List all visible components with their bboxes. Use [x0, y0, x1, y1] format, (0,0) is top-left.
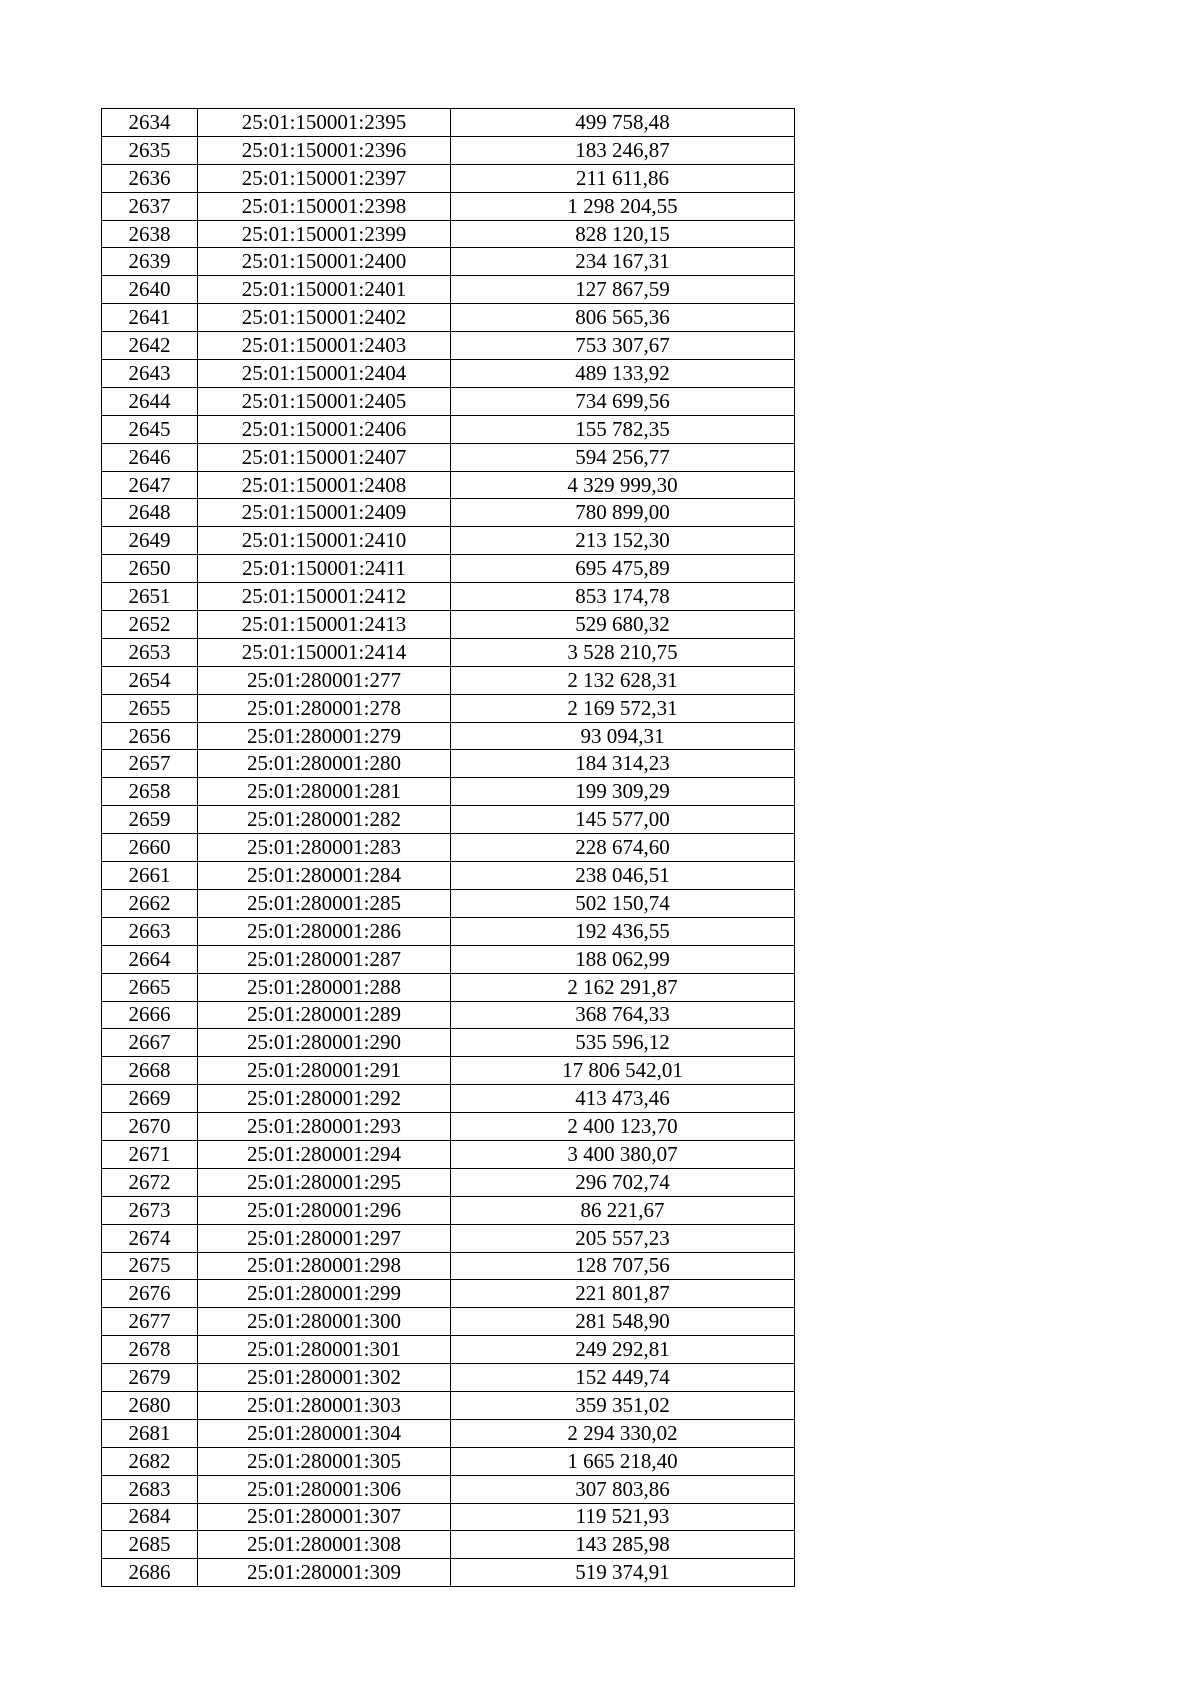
row-number-cell: 2639	[102, 248, 198, 276]
row-number-cell: 2662	[102, 889, 198, 917]
cadastral-value-cell: 529 680,32	[451, 611, 795, 639]
row-number-cell: 2671	[102, 1140, 198, 1168]
cadastral-value-cell: 307 803,86	[451, 1475, 795, 1503]
cadastral-value-cell: 228 674,60	[451, 834, 795, 862]
cadastral-value-cell: 2 294 330,02	[451, 1419, 795, 1447]
cadastral-value-cell: 249 292,81	[451, 1336, 795, 1364]
table-body	[102, 109, 795, 1587]
row-number-cell: 2676	[102, 1280, 198, 1308]
cadastral-value-cell: 3 528 210,75	[451, 638, 795, 666]
row-number-cell: 2684	[102, 1503, 198, 1531]
row-number-cell: 2669	[102, 1085, 198, 1113]
cadastral-value-cell: 780 899,00	[451, 499, 795, 527]
cadastral-number-cell: 25:01:280001:308	[198, 1531, 451, 1559]
cadastral-value-cell: 211 611,86	[451, 164, 795, 192]
row-number-cell: 2635	[102, 136, 198, 164]
cadastral-number-cell: 25:01:150001:2412	[198, 583, 451, 611]
table-row	[102, 415, 795, 443]
row-number-cell: 2678	[102, 1336, 198, 1364]
table-row	[102, 220, 795, 248]
cadastral-number-cell: 25:01:150001:2411	[198, 555, 451, 583]
table-row	[102, 1168, 795, 1196]
row-number-cell: 2668	[102, 1057, 198, 1085]
table-row	[102, 1364, 795, 1392]
table-row	[102, 1280, 795, 1308]
cadastral-value-cell: 205 557,23	[451, 1224, 795, 1252]
table-row	[102, 1447, 795, 1475]
row-number-cell: 2664	[102, 945, 198, 973]
table-row	[102, 1559, 795, 1587]
cadastral-number-cell: 25:01:280001:307	[198, 1503, 451, 1531]
cadastral-value-cell: 2 400 123,70	[451, 1113, 795, 1141]
table-row	[102, 666, 795, 694]
cadastral-number-cell: 25:01:280001:293	[198, 1113, 451, 1141]
row-number-cell: 2683	[102, 1475, 198, 1503]
table-row	[102, 136, 795, 164]
row-number-cell: 2654	[102, 666, 198, 694]
row-number-cell: 2661	[102, 862, 198, 890]
cadastral-number-cell: 25:01:150001:2413	[198, 611, 451, 639]
cadastral-value-cell: 199 309,29	[451, 778, 795, 806]
cadastral-value-cell: 806 565,36	[451, 304, 795, 332]
row-number-cell: 2674	[102, 1224, 198, 1252]
row-number-cell: 2653	[102, 638, 198, 666]
cadastral-value-cell: 4 329 999,30	[451, 471, 795, 499]
cadastral-value-cell: 234 167,31	[451, 248, 795, 276]
cadastral-number-cell: 25:01:150001:2410	[198, 527, 451, 555]
table-row	[102, 917, 795, 945]
table-row	[102, 192, 795, 220]
table-row	[102, 1140, 795, 1168]
table-row	[102, 1001, 795, 1029]
cadastral-number-cell: 25:01:280001:289	[198, 1001, 451, 1029]
cadastral-value-cell: 188 062,99	[451, 945, 795, 973]
table-row	[102, 611, 795, 639]
table-row	[102, 973, 795, 1001]
row-number-cell: 2650	[102, 555, 198, 583]
table-row	[102, 332, 795, 360]
table-row	[102, 1057, 795, 1085]
row-number-cell: 2644	[102, 387, 198, 415]
cadastral-number-cell: 25:01:150001:2400	[198, 248, 451, 276]
cadastral-number-cell: 25:01:150001:2398	[198, 192, 451, 220]
table-row	[102, 1391, 795, 1419]
cadastral-number-cell: 25:01:280001:309	[198, 1559, 451, 1587]
cadastral-value-cell: 489 133,92	[451, 360, 795, 388]
cadastral-value-cell: 152 449,74	[451, 1364, 795, 1392]
table-row	[102, 694, 795, 722]
cadastral-number-cell: 25:01:150001:2403	[198, 332, 451, 360]
cadastral-value-cell: 145 577,00	[451, 806, 795, 834]
cadastral-value-cell: 221 801,87	[451, 1280, 795, 1308]
table-row	[102, 1085, 795, 1113]
cadastral-number-cell: 25:01:280001:297	[198, 1224, 451, 1252]
table-row	[102, 1196, 795, 1224]
cadastral-value-cell: 2 169 572,31	[451, 694, 795, 722]
cadastral-value-cell: 828 120,15	[451, 220, 795, 248]
row-number-cell: 2667	[102, 1029, 198, 1057]
row-number-cell: 2642	[102, 332, 198, 360]
table-row	[102, 1503, 795, 1531]
cadastral-number-cell: 25:01:150001:2409	[198, 499, 451, 527]
table-row	[102, 1252, 795, 1280]
cadastral-value-cell: 519 374,91	[451, 1559, 795, 1587]
row-number-cell: 2640	[102, 276, 198, 304]
cadastral-value-cell: 753 307,67	[451, 332, 795, 360]
cadastral-number-cell: 25:01:150001:2405	[198, 387, 451, 415]
row-number-cell: 2663	[102, 917, 198, 945]
row-number-cell: 2675	[102, 1252, 198, 1280]
row-number-cell: 2646	[102, 443, 198, 471]
cadastral-value-cell: 695 475,89	[451, 555, 795, 583]
table-row	[102, 164, 795, 192]
table-row	[102, 248, 795, 276]
cadastral-number-cell: 25:01:280001:299	[198, 1280, 451, 1308]
cadastral-value-cell: 143 285,98	[451, 1531, 795, 1559]
table-row	[102, 638, 795, 666]
cadastral-number-cell: 25:01:280001:280	[198, 750, 451, 778]
cadastral-value-cell: 594 256,77	[451, 443, 795, 471]
cadastral-value-cell: 155 782,35	[451, 415, 795, 443]
cadastral-number-cell: 25:01:280001:301	[198, 1336, 451, 1364]
row-number-cell: 2643	[102, 360, 198, 388]
row-number-cell: 2638	[102, 220, 198, 248]
cadastral-number-cell: 25:01:280001:281	[198, 778, 451, 806]
cadastral-number-cell: 25:01:280001:288	[198, 973, 451, 1001]
cadastral-number-cell: 25:01:280001:279	[198, 722, 451, 750]
cadastral-number-cell: 25:01:150001:2414	[198, 638, 451, 666]
cadastral-value-cell: 368 764,33	[451, 1001, 795, 1029]
table-row	[102, 1419, 795, 1447]
cadastral-value-cell: 2 162 291,87	[451, 973, 795, 1001]
row-number-cell: 2680	[102, 1391, 198, 1419]
table-row	[102, 862, 795, 890]
cadastral-number-cell: 25:01:280001:283	[198, 834, 451, 862]
cadastral-value-table	[101, 108, 795, 1587]
table-row	[102, 471, 795, 499]
cadastral-number-cell: 25:01:150001:2396	[198, 136, 451, 164]
cadastral-number-cell: 25:01:280001:303	[198, 1391, 451, 1419]
table-row	[102, 1113, 795, 1141]
cadastral-value-cell: 184 314,23	[451, 750, 795, 778]
cadastral-number-cell: 25:01:280001:292	[198, 1085, 451, 1113]
cadastral-number-cell: 25:01:150001:2408	[198, 471, 451, 499]
row-number-cell: 2660	[102, 834, 198, 862]
row-number-cell: 2657	[102, 750, 198, 778]
cadastral-number-cell: 25:01:150001:2397	[198, 164, 451, 192]
cadastral-number-cell: 25:01:280001:286	[198, 917, 451, 945]
cadastral-number-cell: 25:01:280001:290	[198, 1029, 451, 1057]
row-number-cell: 2636	[102, 164, 198, 192]
row-number-cell: 2645	[102, 415, 198, 443]
cadastral-value-cell: 502 150,74	[451, 889, 795, 917]
table-row	[102, 889, 795, 917]
row-number-cell: 2670	[102, 1113, 198, 1141]
cadastral-number-cell: 25:01:280001:296	[198, 1196, 451, 1224]
cadastral-number-cell: 25:01:280001:304	[198, 1419, 451, 1447]
row-number-cell: 2658	[102, 778, 198, 806]
cadastral-number-cell: 25:01:150001:2406	[198, 415, 451, 443]
cadastral-value-cell: 128 707,56	[451, 1252, 795, 1280]
row-number-cell: 2655	[102, 694, 198, 722]
cadastral-number-cell: 25:01:150001:2402	[198, 304, 451, 332]
row-number-cell: 2641	[102, 304, 198, 332]
row-number-cell: 2682	[102, 1447, 198, 1475]
cadastral-number-cell: 25:01:280001:305	[198, 1447, 451, 1475]
row-number-cell: 2651	[102, 583, 198, 611]
cadastral-value-cell: 734 699,56	[451, 387, 795, 415]
row-number-cell: 2647	[102, 471, 198, 499]
row-number-cell: 2652	[102, 611, 198, 639]
table-row	[102, 499, 795, 527]
cadastral-value-cell: 93 094,31	[451, 722, 795, 750]
cadastral-number-cell: 25:01:280001:285	[198, 889, 451, 917]
cadastral-value-cell: 238 046,51	[451, 862, 795, 890]
cadastral-value-cell: 296 702,74	[451, 1168, 795, 1196]
table-row	[102, 109, 795, 137]
cadastral-value-cell: 535 596,12	[451, 1029, 795, 1057]
table-row	[102, 1475, 795, 1503]
cadastral-value-cell: 2 132 628,31	[451, 666, 795, 694]
row-number-cell: 2679	[102, 1364, 198, 1392]
cadastral-value-cell: 499 758,48	[451, 109, 795, 137]
table-row	[102, 1224, 795, 1252]
cadastral-value-cell: 86 221,67	[451, 1196, 795, 1224]
cadastral-value-cell: 1 298 204,55	[451, 192, 795, 220]
table-row	[102, 583, 795, 611]
cadastral-value-cell: 1 665 218,40	[451, 1447, 795, 1475]
table-row	[102, 276, 795, 304]
table-row	[102, 360, 795, 388]
cadastral-number-cell: 25:01:280001:294	[198, 1140, 451, 1168]
cadastral-value-cell: 183 246,87	[451, 136, 795, 164]
row-number-cell: 2685	[102, 1531, 198, 1559]
cadastral-number-cell: 25:01:280001:287	[198, 945, 451, 973]
table-row	[102, 945, 795, 973]
table-row	[102, 387, 795, 415]
cadastral-value-cell: 281 548,90	[451, 1308, 795, 1336]
table-row	[102, 778, 795, 806]
cadastral-number-cell: 25:01:280001:277	[198, 666, 451, 694]
table-row	[102, 304, 795, 332]
cadastral-number-cell: 25:01:280001:284	[198, 862, 451, 890]
row-number-cell: 2656	[102, 722, 198, 750]
cadastral-number-cell: 25:01:280001:306	[198, 1475, 451, 1503]
cadastral-number-cell: 25:01:150001:2401	[198, 276, 451, 304]
cadastral-number-cell: 25:01:280001:291	[198, 1057, 451, 1085]
cadastral-value-cell: 119 521,93	[451, 1503, 795, 1531]
cadastral-number-cell: 25:01:150001:2407	[198, 443, 451, 471]
cadastral-number-cell: 25:01:280001:302	[198, 1364, 451, 1392]
row-number-cell: 2665	[102, 973, 198, 1001]
cadastral-number-cell: 25:01:280001:300	[198, 1308, 451, 1336]
cadastral-value-cell: 127 867,59	[451, 276, 795, 304]
cadastral-number-cell: 25:01:280001:295	[198, 1168, 451, 1196]
table-row	[102, 722, 795, 750]
table-row	[102, 834, 795, 862]
cadastral-number-cell: 25:01:280001:282	[198, 806, 451, 834]
cadastral-value-cell: 3 400 380,07	[451, 1140, 795, 1168]
cadastral-number-cell: 25:01:150001:2404	[198, 360, 451, 388]
row-number-cell: 2681	[102, 1419, 198, 1447]
table-row	[102, 527, 795, 555]
row-number-cell: 2666	[102, 1001, 198, 1029]
row-number-cell: 2686	[102, 1559, 198, 1587]
cadastral-number-cell: 25:01:280001:298	[198, 1252, 451, 1280]
table-row	[102, 1029, 795, 1057]
table-row	[102, 806, 795, 834]
row-number-cell: 2649	[102, 527, 198, 555]
row-number-cell: 2637	[102, 192, 198, 220]
row-number-cell: 2673	[102, 1196, 198, 1224]
row-number-cell: 2672	[102, 1168, 198, 1196]
cadastral-value-cell: 213 152,30	[451, 527, 795, 555]
row-number-cell: 2677	[102, 1308, 198, 1336]
table-row	[102, 1531, 795, 1559]
cadastral-value-cell: 359 351,02	[451, 1391, 795, 1419]
cadastral-value-cell: 17 806 542,01	[451, 1057, 795, 1085]
cadastral-number-cell: 25:01:280001:278	[198, 694, 451, 722]
cadastral-number-cell: 25:01:150001:2395	[198, 109, 451, 137]
table-row	[102, 443, 795, 471]
cadastral-value-cell: 192 436,55	[451, 917, 795, 945]
table-row	[102, 750, 795, 778]
row-number-cell: 2634	[102, 109, 198, 137]
row-number-cell: 2648	[102, 499, 198, 527]
table-row	[102, 1336, 795, 1364]
row-number-cell: 2659	[102, 806, 198, 834]
cadastral-value-cell: 853 174,78	[451, 583, 795, 611]
table-row	[102, 1308, 795, 1336]
cadastral-value-cell: 413 473,46	[451, 1085, 795, 1113]
cadastral-number-cell: 25:01:150001:2399	[198, 220, 451, 248]
table-row	[102, 555, 795, 583]
